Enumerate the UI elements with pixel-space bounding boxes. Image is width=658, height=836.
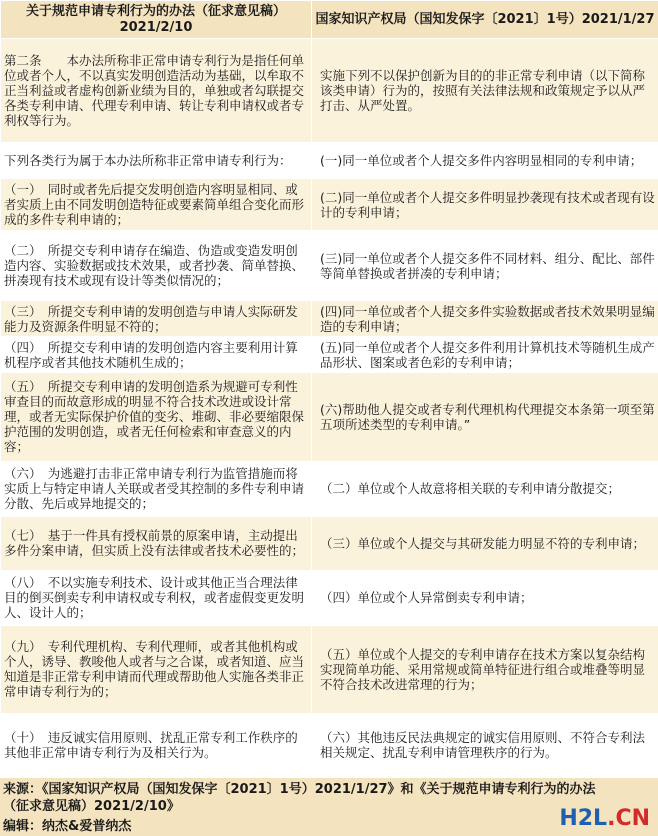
row-left-cell: （五） 所提交专利申请的发明创造系为规避可专利性审查目的而故意形成的明显不符合技术改进或设计常理，或者无实际保护价值的变劣、堆砌、非必要缩限保护范围的发明创造，或者无任何检索和审查意义的内容； bbox=[1, 373, 312, 461]
table-row bbox=[1, 570, 658, 625]
row-left-cell: （四） 所提交专利申请的发明创造内容主要利用计算机程序或者其他技术随机生成的； bbox=[1, 337, 312, 373]
table-row bbox=[1, 337, 658, 373]
row-right-cell: (五)同一单位或者个人提交多件利用计算机技术等随机生成产品形状、图案或者色彩的专利申请； bbox=[312, 337, 658, 373]
row-right-cell: (六)帮助他人提交或者专利代理机构代理提交本条第一项至第五项所述类型的专利申请。” bbox=[312, 373, 658, 461]
header-left: 关于规范申请专利行为的办法（征求意见稿）2021/2/10 bbox=[1, 1, 312, 39]
row-right-cell: （二）单位或个人故意将相关联的专利申请分散提交； bbox=[312, 461, 658, 516]
row-left-cell: （三） 所提交专利申请的发明创造与申请人实际研发能力及资源条件明显不符的； bbox=[1, 301, 312, 337]
table-row bbox=[1, 179, 658, 231]
row-left-cell: （七） 基于一件具有授权前景的原案申请，主动提出多件分案申请，但实质上没有法律或者技术必要性的； bbox=[1, 516, 312, 570]
row-right-cell: (一)同一单位或者个人提交多件内容明显相同的专利申请； bbox=[312, 143, 658, 179]
row-right-cell: （六）其他违反民法典规定的诚实信用原则、不符合专利法相关规定、扰乱专利申请管理秩序的行为。 bbox=[312, 713, 658, 777]
row-left-cell: （十） 违反诚实信用原则、扰乱正常专利工作秩序的其他非正常申请专利行为及相关行为。 bbox=[1, 713, 312, 777]
header-row bbox=[1, 1, 658, 39]
row-left-cell: 第二条 本办法所称非正常申请专利行为是指任何单位或者个人，不以真实发明创造活动为基础，以牟取不正当利益或者虚构创新业绩为目的，单独或者勾联提交各类专利申请、代理专利申请、转让专利申请权或者专利权等行为。 bbox=[1, 39, 312, 143]
row-right-cell: (三)同一单位或者个人提交多件不同材料、组分、配比、部件等简单替换或者拼凑的专利申请； bbox=[312, 231, 658, 301]
row-left-cell: （一） 同时或者先后提交发明创造内容明显相同、或者实质上由不同发明创造特征或要素简单组合变化而形成的多件专利申请的； bbox=[1, 179, 312, 231]
logo-text-h2l: H2L bbox=[559, 806, 608, 831]
site-logo bbox=[559, 806, 650, 832]
row-right-cell: 实施下列不以保护创新为目的的非正常专利申请（以下简称该类申请）行为的，按照有关法律法规和政策规定予以从严打击、从严处置。 bbox=[312, 39, 658, 143]
row-left-cell: （八） 不以实施专利技术、设计或其他正当合理法律目的倒买倒卖专利申请权或专利权，或者虚假变更发明人、设计人的； bbox=[1, 570, 312, 625]
row-left-cell: （九） 专利代理机构、专利代理师，或者其他机构或个人，诱导、教唆他人或者与之合谋，或者知道、应当知道是非正常专利申请而代理或帮助他人实施各类非正常申请专利行为的； bbox=[1, 625, 312, 713]
logo-text-cn: CN bbox=[615, 806, 650, 831]
row-left-cell: 下列各类行为属于本办法所称非正常申请专利行为： bbox=[1, 143, 312, 179]
row-right-cell: （三）单位或个人提交与其研发能力明显不符的专利申请； bbox=[312, 516, 658, 570]
table-row bbox=[1, 231, 658, 301]
table-row bbox=[1, 516, 658, 570]
table-row bbox=[1, 301, 658, 337]
table-row bbox=[1, 625, 658, 713]
editor-note: 编辑：纳杰&爱普纳杰 bbox=[3, 819, 132, 834]
row-left-cell: （二） 所提交专利申请存在编造、伪造或变造发明创造内容、实验数据或技术效果，或者抄袭、简单替换、拼凑现有技术或现有设计等类似情况的； bbox=[1, 231, 312, 301]
row-right-cell: （五）单位或个人提交的专利申请存在技术方案以复杂结构实现简单功能、采用常规或简单特征进行组合或堆叠等明显不符合技术改进常理的行为； bbox=[312, 625, 658, 713]
table-row bbox=[1, 713, 658, 777]
source-note: 来源：《国家知识产权局（国知发保字〔2021〕1号）2021/1/27》和《关于规范申请专利行为的办法（征求意见稿）2021/2/10》 bbox=[3, 782, 596, 814]
table-row bbox=[1, 373, 658, 461]
row-right-cell: (四)同一单位或者个人提交多件实验数据或者技术效果明显编造的专利申请； bbox=[312, 301, 658, 337]
table-row bbox=[1, 461, 658, 516]
table-row bbox=[1, 143, 658, 179]
row-right-cell: (二)同一单位或者个人提交多件明显抄袭现有技术或者现有设计的专利申请； bbox=[312, 179, 658, 231]
row-left-cell: （六） 为逃避打击非正常申请专利行为监管措施而将实质上与特定申请人关联或者受其控制的多件专利申请分散、先后或异地提交的； bbox=[1, 461, 312, 516]
logo-text-dot: . bbox=[607, 806, 616, 831]
header-right: 国家知识产权局（国知发保字〔2021〕1号）2021/1/27 bbox=[312, 1, 658, 39]
table-row bbox=[1, 39, 658, 143]
row-right-cell: （四）单位或个人异常倒卖专利申请； bbox=[312, 570, 658, 625]
